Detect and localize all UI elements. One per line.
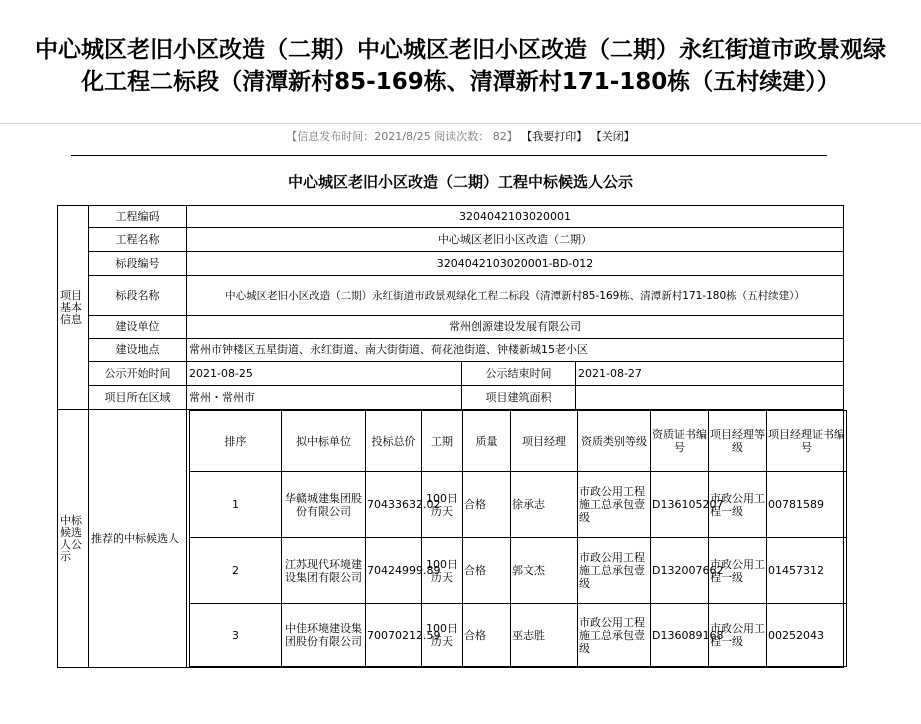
region-label: 项目所在区域 (89, 386, 187, 410)
article-meta (0, 129, 921, 145)
header-cert-no: 资质证书编号 (651, 411, 709, 472)
header-manager-level: 项目经理等级 (709, 411, 767, 472)
row-section-code (58, 252, 844, 276)
candidate-manager-cert: 00781589 (767, 472, 847, 538)
candidate-cert-no: D136105207 (651, 472, 709, 538)
candidate-cert-no: D136089168 (651, 604, 709, 667)
print-link[interactable]: 【我要打印】 (521, 130, 588, 143)
recommended-label: 推荐的中标候选人 (89, 410, 187, 668)
row-region (58, 386, 844, 410)
section-candidates-label: 中标候选人公示 (58, 410, 89, 668)
candidate-duration: 100日历天 (422, 472, 463, 538)
row-candidates (58, 410, 844, 668)
row-project-name (58, 228, 844, 252)
publish-info: 【信息发布时间：2021/8/25 阅读次数： 82】 (286, 130, 518, 143)
section-code-label: 标段编号 (89, 252, 187, 276)
close-link[interactable]: 【关闭】 (590, 130, 635, 143)
candidate-row (190, 472, 847, 538)
candidate-price: 70433632.02 (366, 472, 422, 538)
candidate-company: 江苏现代环境建设集团有限公司 (282, 538, 366, 604)
location-value: 常州市钟楼区五星街道、永红街道、南大街街道、荷花池街道、钟楼新城15老小区 (187, 339, 844, 362)
location-label: 建设地点 (89, 339, 187, 362)
builder-label: 建设单位 (89, 316, 187, 339)
candidate-row (190, 538, 847, 604)
candidate-qualification: 市政公用工程施工总承包壹级 (578, 604, 651, 667)
candidate-manager: 巫志胜 (511, 604, 578, 667)
candidate-qualification: 市政公用工程施工总承包壹级 (578, 472, 651, 538)
candidate-manager: 郭文杰 (511, 538, 578, 604)
end-label: 公示结束时间 (462, 362, 576, 386)
candidate-duration: 100日历天 (422, 604, 463, 667)
project-name-label: 工程名称 (89, 228, 187, 252)
candidate-row (190, 604, 847, 667)
project-code-value: 3204042103020001 (187, 206, 844, 228)
candidate-quality: 合格 (463, 604, 511, 667)
candidates-header (190, 411, 847, 472)
header-company: 拟中标单位 (282, 411, 366, 472)
candidate-manager-level: 市政公用工程一级 (709, 604, 767, 667)
project-name-value: 中心城区老旧小区改造（二期） (187, 228, 844, 252)
candidate-company: 中佳环境建设集团股份有限公司 (282, 604, 366, 667)
candidate-quality: 合格 (463, 472, 511, 538)
candidate-manager: 徐承志 (511, 472, 578, 538)
article-title-line1: 中心城区老旧小区改造（二期）中心城区老旧小区改造（二期）永红街道市政景观绿 (35, 37, 886, 63)
article-title-line2: 化工程二标段（清潭新村85-169栋、清潭新村171-180栋（五村续建）） (81, 69, 840, 95)
area-value (576, 386, 844, 410)
region-value: 常州・常州市 (187, 386, 462, 410)
header-qualification: 资质类别等级 (578, 411, 651, 472)
candidate-quality: 合格 (463, 538, 511, 604)
section-basic-label: 项目基本信息 (58, 206, 89, 410)
candidates-table (189, 410, 847, 667)
builder-value: 常州创源建设发展有限公司 (187, 316, 844, 339)
content-divider (71, 155, 827, 156)
candidates-cell (187, 410, 844, 668)
row-dates (58, 362, 844, 386)
candidate-price: 70070212.59 (366, 604, 422, 667)
candidate-company: 华赣城建集团股份有限公司 (282, 472, 366, 538)
header-quality: 质量 (463, 411, 511, 472)
candidate-rank: 1 (190, 472, 282, 538)
row-section-name (58, 276, 844, 316)
header-rank: 排序 (190, 411, 282, 472)
candidate-rank: 3 (190, 604, 282, 667)
section-name-value: 中心城区老旧小区改造（二期）永红街道市政景观绿化工程二标段（清潭新村85-169栋、清潭新村171-180栋（五村续建）） (187, 276, 844, 316)
start-label: 公示开始时间 (89, 362, 187, 386)
section-code-value: 3204042103020001-BD-012 (187, 252, 844, 276)
candidate-price: 70424999.89 (366, 538, 422, 604)
candidate-rank: 2 (190, 538, 282, 604)
header-manager: 项目经理 (511, 411, 578, 472)
candidate-manager-cert: 00252043 (767, 604, 847, 667)
candidate-manager-cert: 01457312 (767, 538, 847, 604)
candidate-duration: 100日历天 (422, 538, 463, 604)
header-price: 投标总价 (366, 411, 422, 472)
header-duration: 工期 (422, 411, 463, 472)
header-manager-cert: 项目经理证书编号 (767, 411, 847, 472)
notice-table (57, 205, 844, 668)
candidate-cert-no: D132007662 (651, 538, 709, 604)
top-divider (0, 123, 921, 124)
candidate-qualification: 市政公用工程施工总承包壹级 (578, 538, 651, 604)
end-value: 2021-08-27 (576, 362, 844, 386)
area-label: 项目建筑面积 (462, 386, 576, 410)
row-project-code (58, 206, 844, 228)
article-title (0, 34, 921, 98)
row-location (58, 339, 844, 362)
candidate-manager-level: 市政公用工程一级 (709, 538, 767, 604)
section-name-label: 标段名称 (89, 276, 187, 316)
start-value: 2021-08-25 (187, 362, 462, 386)
row-builder (58, 316, 844, 339)
project-code-label: 工程编码 (89, 206, 187, 228)
notice-title: 中心城区老旧小区改造（二期）工程中标候选人公示 (287, 173, 633, 191)
candidate-manager-level: 市政公用工程一级 (709, 472, 767, 538)
